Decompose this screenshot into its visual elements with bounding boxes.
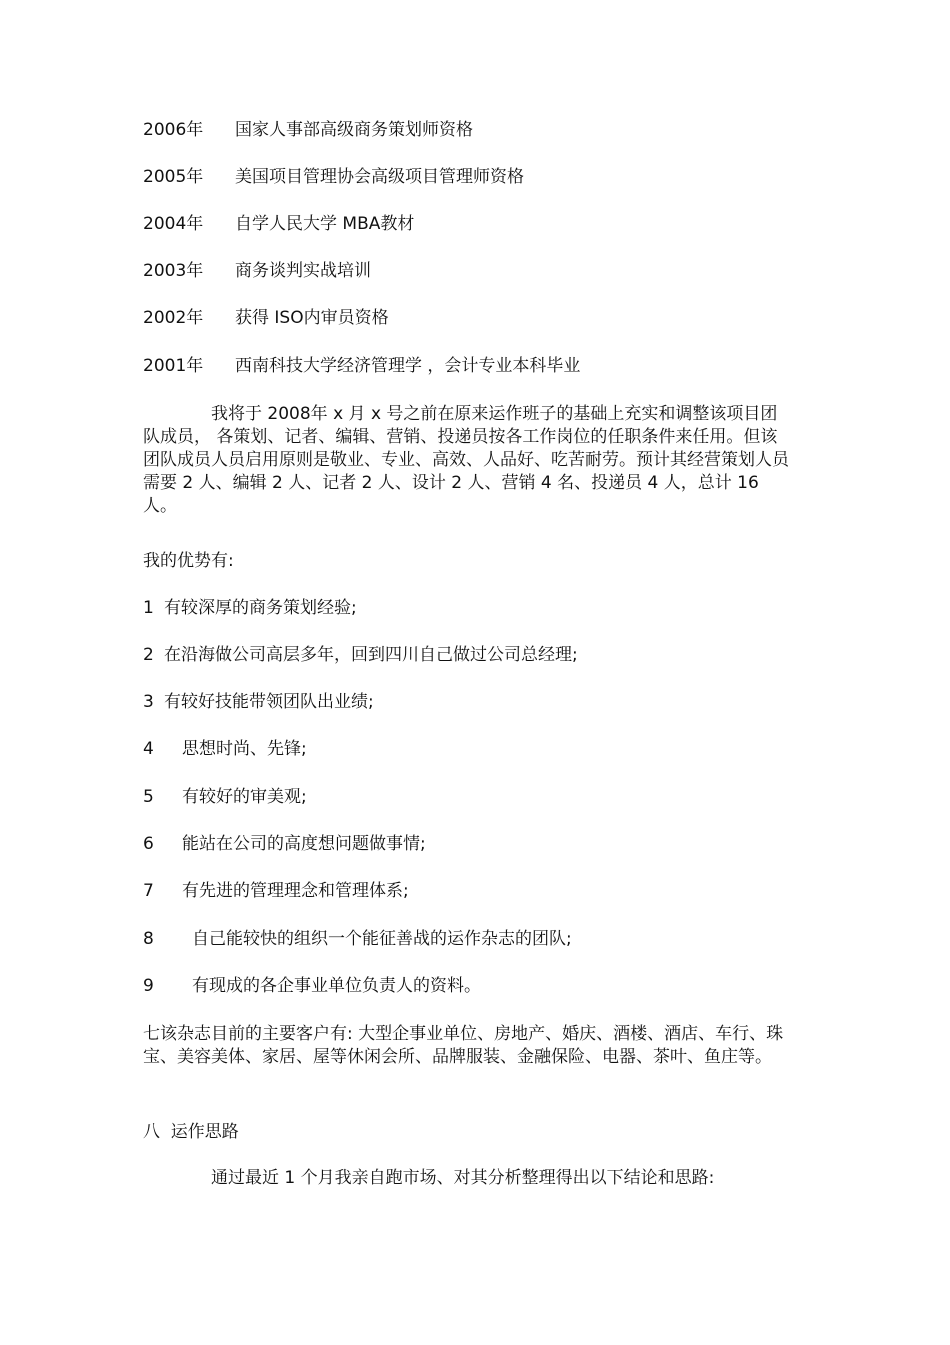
list-item <box>143 739 307 759</box>
timeline-year: 2005年 <box>143 167 204 187</box>
timeline-text: 获得 ISO内审员资格 <box>235 308 389 328</box>
timeline-year: 2006年 <box>143 120 204 140</box>
timeline-year: 2002年 <box>143 308 204 328</box>
list-number: 5 <box>143 787 154 807</box>
timeline-item <box>143 261 371 281</box>
list-number: 4 <box>143 739 154 759</box>
list-item <box>143 929 572 949</box>
list-item <box>143 645 578 665</box>
clients-paragraph: 七该杂志目前的主要客户有: 大型企事业单位、房地产、婚庆、酒楼、酒店、车行、珠宝、美容美体、家居、屋等休闲会所、品牌服装、金融保险、电器、茶叶、鱼庄等。 <box>143 1024 784 1067</box>
timeline-text: 西南科技大学经济管理学 ，会计专业本科毕业 <box>235 356 581 376</box>
list-number: 7 <box>143 881 154 901</box>
timeline-text: 自学人民大学 MBA教材 <box>235 214 415 234</box>
timeline-item <box>143 214 414 234</box>
list-text: 在沿海做公司高层多年，回到四川自己做过公司总经理; <box>164 645 578 665</box>
list-text: 思想时尚、先锋; <box>182 739 307 759</box>
conclusion-paragraph: 通过最近 1 个月我亲自跑市场、对其分析整理得出以下结论和思路: <box>211 1168 715 1188</box>
list-number: 6 <box>143 834 154 854</box>
list-text: 自己能较快的组织一个能征善战的运作杂志的团队; <box>192 929 572 949</box>
timeline-item <box>143 308 389 328</box>
list-text: 有先进的管理理念和管理体系; <box>182 881 409 901</box>
timeline-item <box>143 356 580 376</box>
list-text: 有较深厚的商务策划经验; <box>164 598 357 618</box>
list-item <box>143 834 426 854</box>
list-number: 2 <box>143 645 154 665</box>
timeline-year: 2001年 <box>143 356 204 376</box>
timeline-year: 2003年 <box>143 261 204 281</box>
list-text: 能站在公司的高度想问题做事情; <box>182 834 426 854</box>
timeline-text: 商务谈判实战培训 <box>235 261 371 281</box>
timeline-text: 美国项目管理协会高级项目管理师资格 <box>235 167 524 187</box>
list-text: 有较好的审美观; <box>182 787 307 807</box>
list-item <box>143 976 481 996</box>
list-number: 1 <box>143 598 154 618</box>
timeline-item <box>143 167 524 187</box>
team-paragraph: 我将于 2008年 x 月 x 号之前在原来运作班子的基础上充实和调整该项目团队成员， 各策划、记者、编辑、营销、投递员按各工作岗位的任职条件来任用。但该团队成员人员启用原则是敬业、专业、高效、人品好、吃苦耐劳。预计其经营策划人员需要 2 人、编辑 2 人、记者 2 人、设计 2 人、营销 4 名、投递员 4 人，总计 16 人。 <box>143 404 789 516</box>
list-item <box>143 881 409 901</box>
list-number: 9 <box>143 976 154 996</box>
timeline-text: 国家人事部高级商务策划师资格 <box>235 120 473 140</box>
advantages-heading: 我的优势有: <box>143 551 234 571</box>
section-heading: 八 运作思路 <box>143 1122 239 1142</box>
list-item <box>143 787 307 807</box>
list-item <box>143 692 374 712</box>
list-number: 8 <box>143 929 154 949</box>
timeline-item <box>143 120 473 140</box>
list-text: 有较好技能带领团队出业绩; <box>164 692 374 712</box>
timeline-year: 2004年 <box>143 214 204 234</box>
list-number: 3 <box>143 692 154 712</box>
list-text: 有现成的各企事业单位负责人的资料。 <box>192 976 481 996</box>
list-item <box>143 598 357 618</box>
